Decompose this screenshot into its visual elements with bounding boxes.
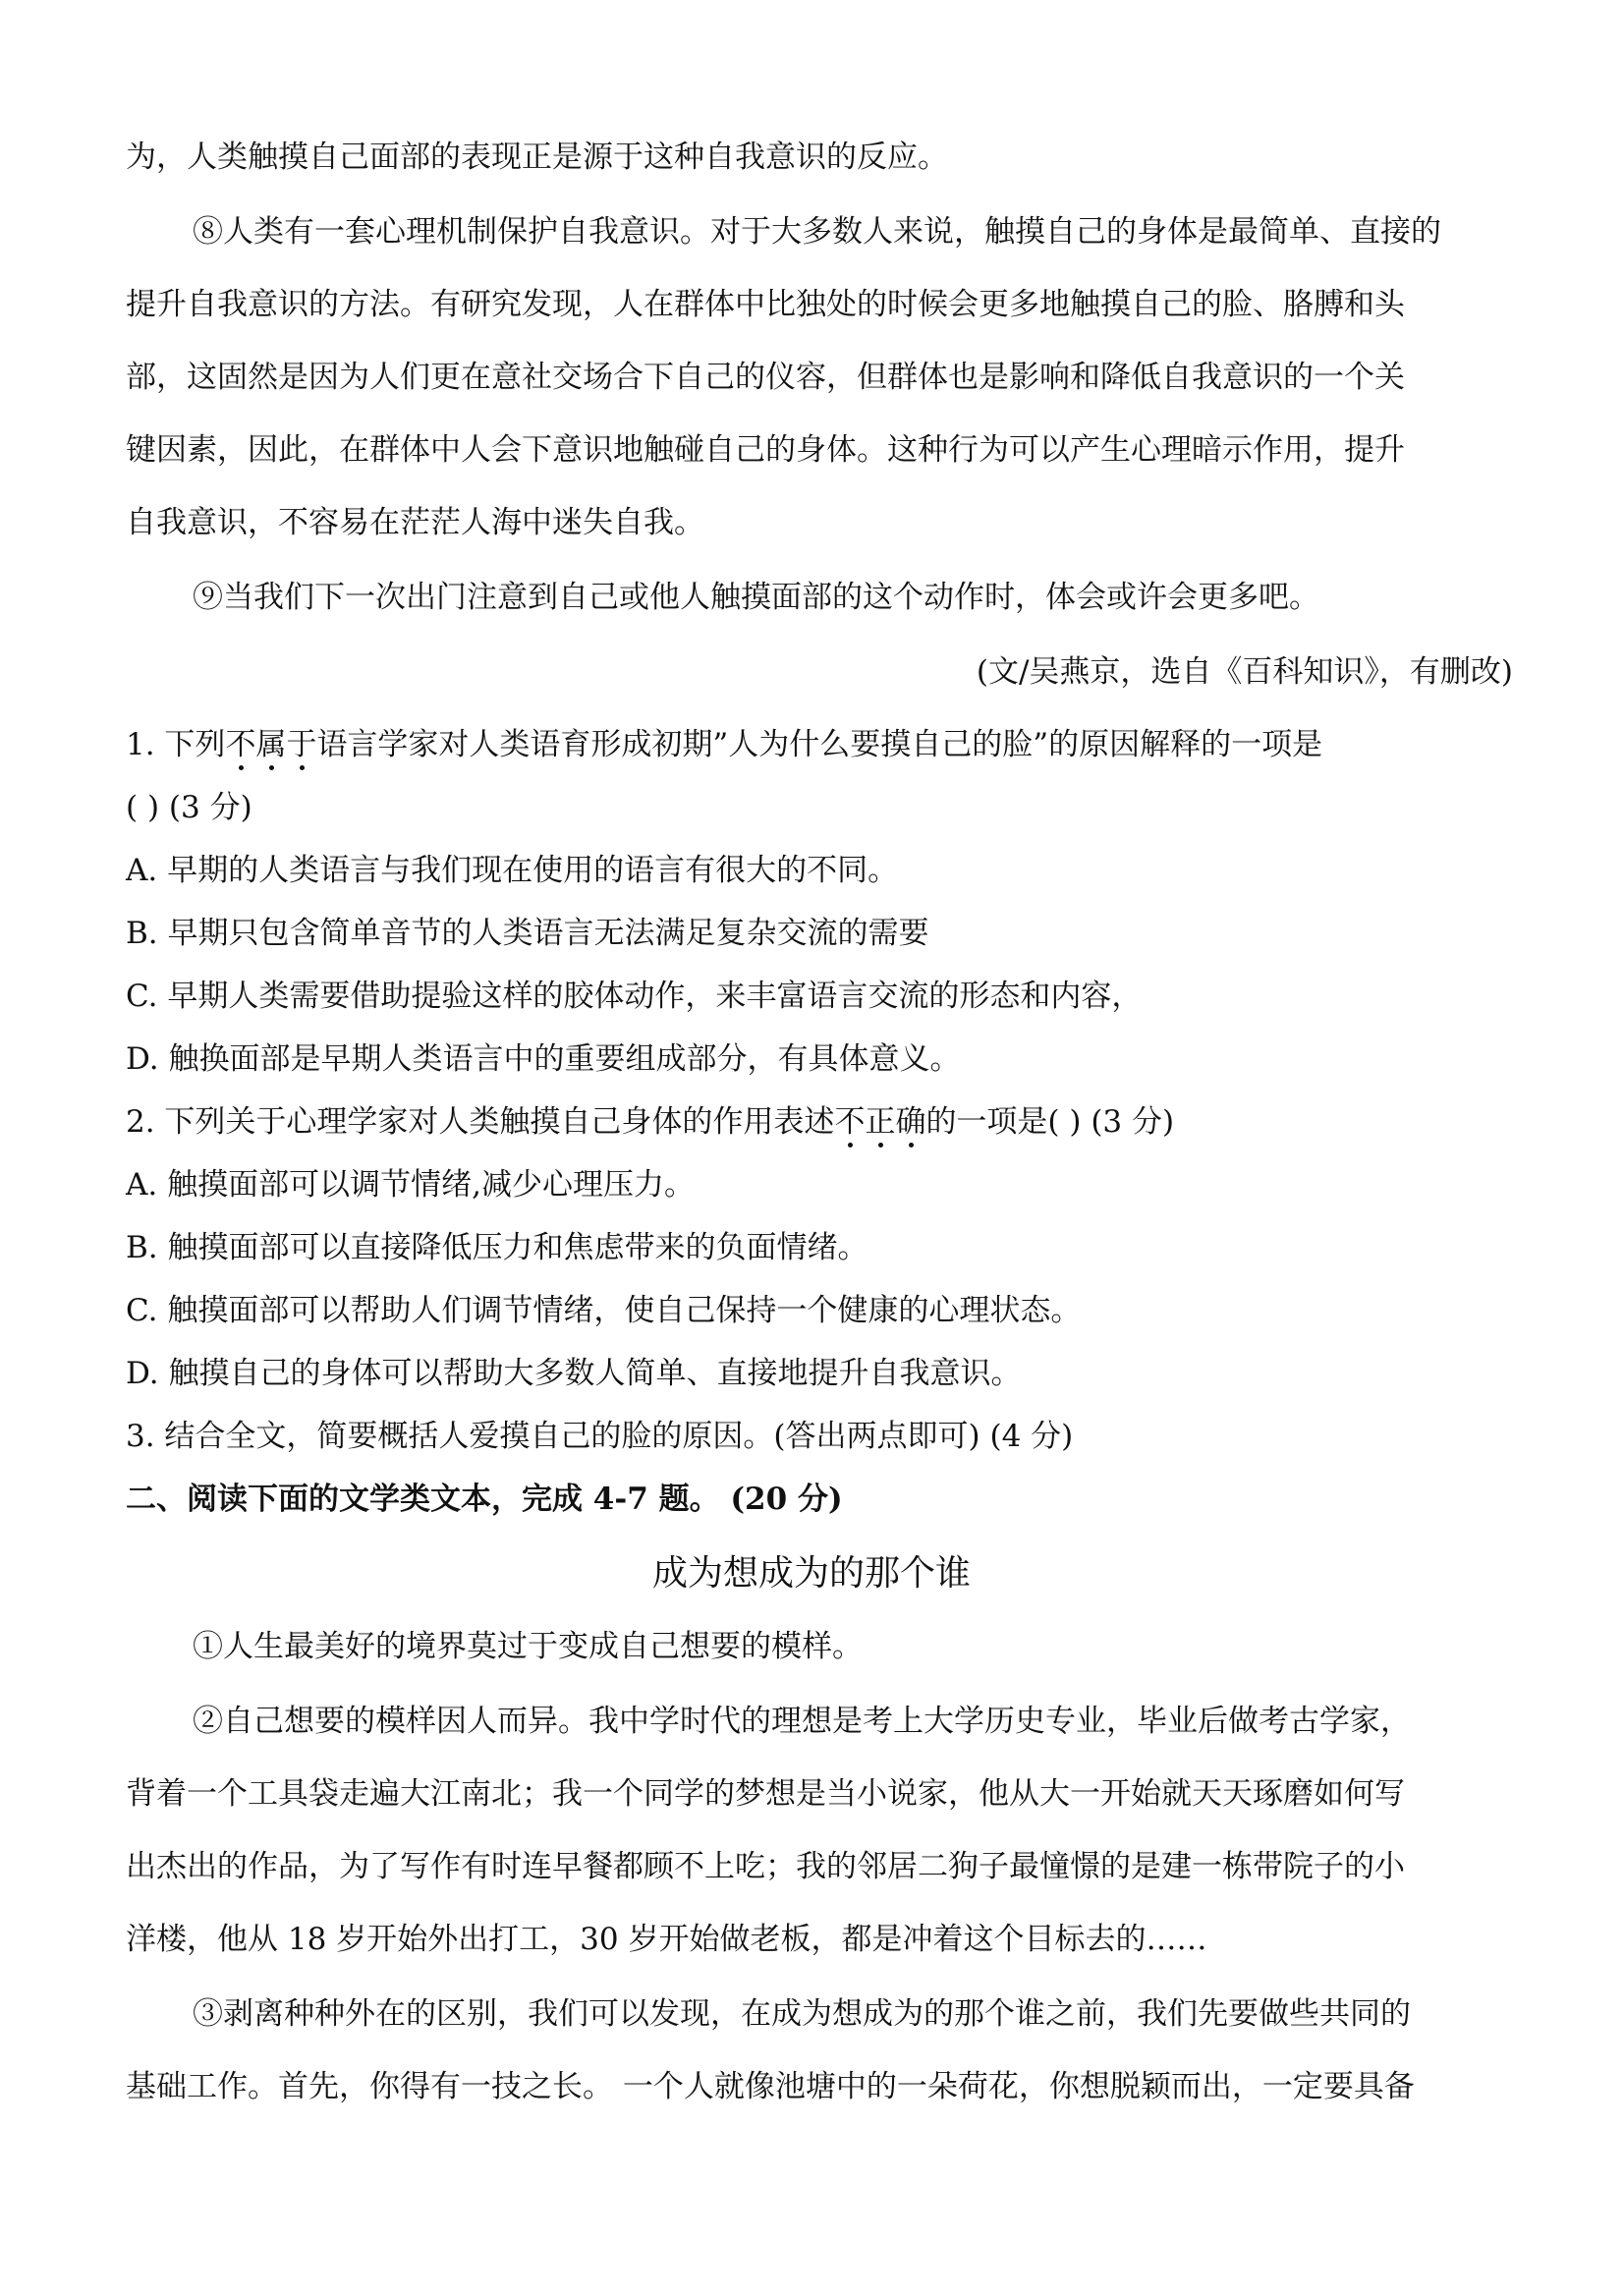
- passage-paragraph-8-line-1: ⑧人类有一套心理机制保护自我意识。对于大多数人来说，触摸自己的身体是最简单、直接的: [193, 214, 1441, 250]
- passage-source: (文/吴燕京，选自《百科知识》，有删改): [976, 654, 1513, 690]
- question-2-option-b: B. 触摸面部可以直接降低压力和焦虑带来的负面情绪。: [126, 1230, 868, 1265]
- question-2-stem-pre: 2. 下列关于心理学家对人类触摸自己身体的作用表述: [126, 1104, 835, 1140]
- question-2-stem-post: 的一项是( ) (3 分): [925, 1104, 1175, 1140]
- passage-paragraph-8-line-3: 部，这固然是因为人们更在意社交场合下自己的仪容，但群体也是影响和降低自我意识的一个关: [126, 360, 1405, 395]
- question-1-option-d: D. 触换面部是早期人类语言中的重要组成部分，有具体意义。: [126, 1041, 961, 1077]
- question-1-option-c: C. 早期人类需要借助提验这样的胶体动作，来丰富语言交流的形态和内容，: [126, 979, 1143, 1014]
- question-2-option-a: A. 触摸面部可以调节情绪,减少心理压力。: [126, 1167, 695, 1203]
- literary-paragraph-2-line-3: 出杰出的作品，为了写作有时连早餐都顾不上吃；我的邻居二狗子最憧憬的是建一栋带院子的小: [126, 1849, 1405, 1884]
- passage-paragraph-9: ⑨当我们下一次出门注意到自己或他人触摸面部的这个动作时，体会或许会更多吧。: [193, 580, 1319, 615]
- passage-paragraph-8-line-2: 提升自我意识的方法。有研究发现，人在群体中比独处的时候会更多地触摸自己的脸、胳膊和头: [126, 287, 1405, 322]
- question-1-stem: [126, 725, 1322, 764]
- question-2-option-d: D. 触摸自己的身体可以帮助大多数人简单、直接地提升自我意识。: [126, 1356, 1022, 1391]
- question-1-stem-line-2: ( ) (3 分): [126, 790, 252, 825]
- passage-paragraph-8-line-4: 键因素，因此，在群体中人会下意识地触碰自己的身体。这种行为可以产生心理暗示作用，提升: [126, 432, 1405, 468]
- question-1-stem-pre: 1. 下列: [126, 727, 226, 762]
- question-1-option-a: A. 早期的人类语言与我们现在使用的语言有很大的不同。: [126, 853, 899, 888]
- literary-paragraph-2-line-4: 洋楼，他从 18 岁开始外出打工，30 岁开始做老板，都是冲着这个目标去的……: [126, 1922, 1207, 1957]
- question-1-stem-post: 语言学家对人类语育形成初期”人为什么要摸自己的脸”的原因解释的一项是: [316, 727, 1323, 762]
- question-1-emphasis-char-2: 于: [286, 727, 317, 762]
- literary-paragraph-2-line-2: 背着一个工具袋走遍大江南北；我一个同学的梦想是当小说家，他从大一开始就天天琢磨如何写: [126, 1776, 1405, 1812]
- literary-text-title: 成为想成为的那个谁: [651, 1553, 971, 1594]
- literary-paragraph-3-line-1: ③剥离种种外在的区别，我们可以发现，在成为想成为的那个谁之前，我们先要做些共同的: [193, 1996, 1411, 2032]
- literary-paragraph-1: ①人生最美好的境界莫过于变成自己想要的模样。: [193, 1629, 863, 1664]
- question-2-emphasis: [834, 1104, 925, 1140]
- question-1-emphasis-char-0: 不: [225, 727, 256, 762]
- question-1-emphasis-char-1: 属: [255, 727, 287, 762]
- passage-paragraph-8-line-5: 自我意识，不容易在茫茫人海中迷失自我。: [126, 505, 704, 540]
- question-2-stem: [126, 1102, 1174, 1142]
- question-1-option-b: B. 早期只包含简单音节的人类语言无法满足复杂交流的需要: [126, 916, 929, 951]
- question-3: 3. 结合全文，简要概括人爱摸自己的脸的原因。(答出两点即可) (4 分): [126, 1419, 1074, 1454]
- passage-paragraph-7-end: 为，人类触摸自己面部的表现正是源于这种自我意识的反应。: [126, 140, 948, 175]
- question-2-emphasis-char-2: 确: [895, 1104, 926, 1140]
- literary-paragraph-3-line-2: 基础工作。首先，你得有一技之长。 一个人就像池塘中的一朵荷花，你想脱颖而出，一定要具备: [126, 2069, 1415, 2104]
- question-2-option-c: C. 触摸面部可以帮助人们调节情绪，使自己保持一个健康的心理状态。: [126, 1293, 1082, 1328]
- literary-paragraph-2-line-1: ②自己想要的模样因人而异。我中学时代的理想是考上大学历史专业，毕业后做考古学家，: [193, 1704, 1411, 1739]
- question-2-emphasis-char-0: 不: [834, 1104, 866, 1140]
- question-1-emphasis: [225, 727, 316, 762]
- section-2-heading: 二、阅读下面的文学类文本，完成 4-7 题。 (20 分): [126, 1482, 843, 1517]
- question-2-emphasis-char-1: 正: [865, 1104, 896, 1140]
